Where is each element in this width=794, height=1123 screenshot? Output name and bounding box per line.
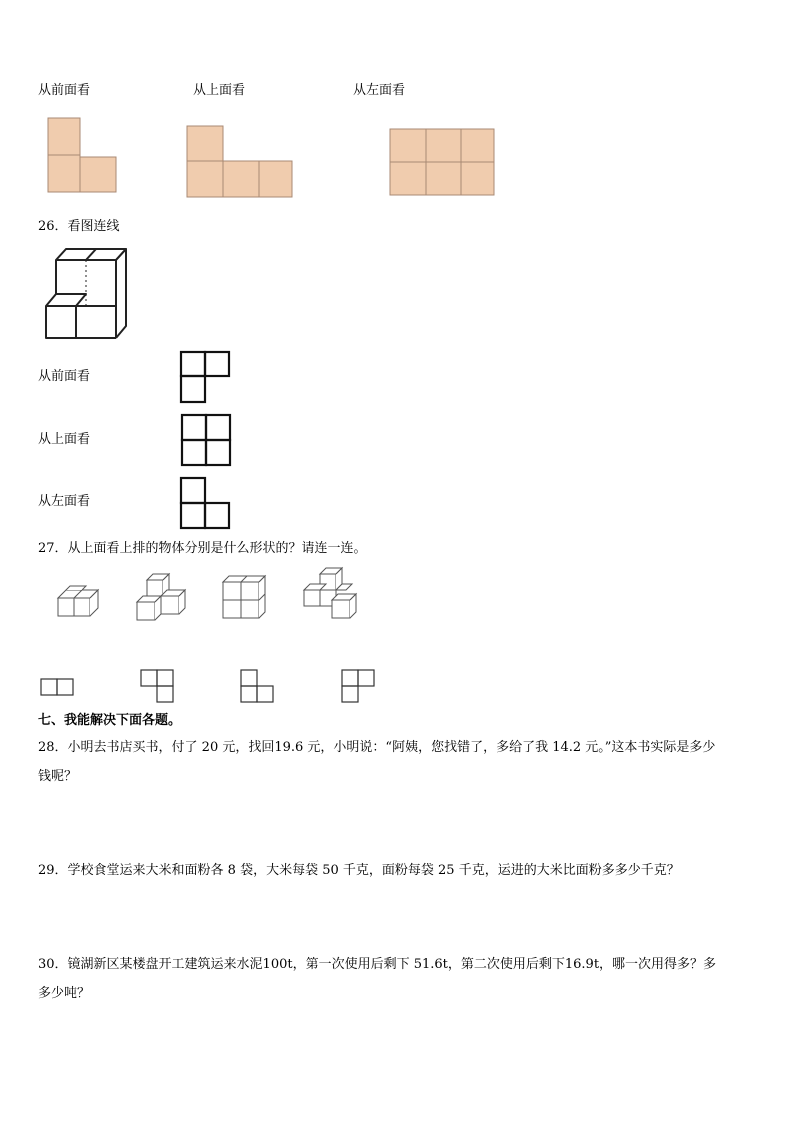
q26-view-option-1[interactable] xyxy=(178,349,232,405)
q27-solid-4[interactable] xyxy=(300,566,358,622)
front-view-label: 从前面看 xyxy=(38,83,91,98)
top-view-drawing xyxy=(185,124,295,200)
q26-solid-drawing xyxy=(38,246,130,344)
q26-top-label: 从上面看 xyxy=(38,432,91,447)
q26-view-option-3[interactable] xyxy=(178,475,232,531)
section7-heading: 七、我能解决下面各题。 xyxy=(38,713,182,728)
q28-line2: 钱呢？ xyxy=(38,769,78,784)
front-view-drawing xyxy=(46,116,120,196)
left-view-label: 从左面看 xyxy=(353,83,406,98)
q28-line1: 28．小明去书店买书，付了 20 元，找回19.6 元，小明说：“阿姨，您找错了，多给了我 14.2 元。”这本书实际是多少 xyxy=(38,740,716,755)
q27-shape-3[interactable] xyxy=(239,668,277,706)
q27-solid-1[interactable] xyxy=(56,582,104,622)
q27-title: 27．从上面看上排的物体分别是什么形状的？请连一连。 xyxy=(38,541,367,556)
q26-front-label: 从前面看 xyxy=(38,369,91,384)
left-view-drawing xyxy=(388,127,498,199)
q30-line2: 多少吨？ xyxy=(38,986,91,1001)
top-view-label: 从上面看 xyxy=(193,83,246,98)
q27-solid-2[interactable] xyxy=(135,570,191,624)
q30-line1: 30．镜湖新区某楼盘开工建筑运来水泥100t，第一次使用后剩下 51.6t，第二次使用后剩下16.9t，哪一次用得多？多 xyxy=(38,957,717,972)
q26-title: 26．看图连线 xyxy=(38,219,120,234)
q27-shape-2[interactable] xyxy=(139,668,177,706)
q27-solid-3[interactable] xyxy=(219,574,269,622)
q29-line1: 29．学校食堂运来大米和面粉各 8 袋，大米每袋 50 千克，面粉每袋 25 千克，运进的大米比面粉多多少千克？ xyxy=(38,863,680,878)
q26-left-label: 从左面看 xyxy=(38,494,91,509)
q27-shape-1[interactable] xyxy=(39,677,77,699)
q27-shape-4[interactable] xyxy=(340,668,378,706)
q26-view-option-2[interactable] xyxy=(179,412,233,468)
